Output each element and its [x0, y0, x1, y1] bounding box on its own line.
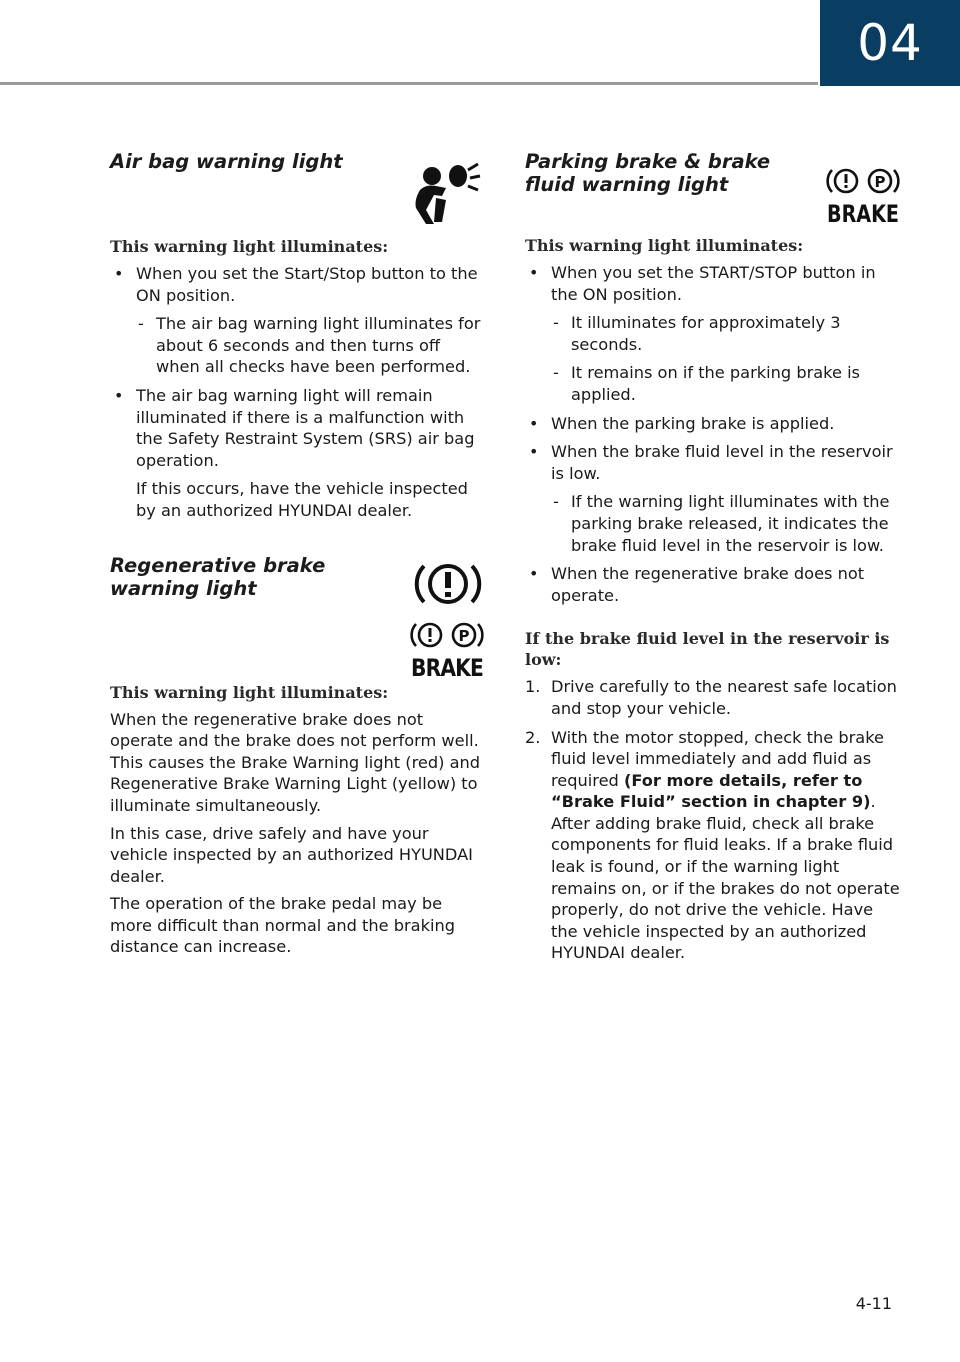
- step-text: With the motor stopped, check the brake fluid level immediately and add fluid as required: [551, 727, 884, 790]
- brake-warning-icon: [826, 166, 900, 228]
- list-item: [525, 563, 900, 606]
- parking-section: [525, 150, 900, 964]
- svg-text:P: P: [874, 173, 886, 191]
- list-item: [525, 727, 900, 965]
- parking-title: Parking brake & brake fluid warning light: [525, 150, 771, 196]
- step-text: . After adding brake fluid, check all brake components for fluid leaks. If a brake fluid leak is found, or if the warning light remains on, or if the brakes do not operate properly, do not drive the vehicle. Have the vehicle inspected by an authorized HYUNDAI dealer.: [551, 792, 900, 963]
- low-fluid-heading: If the brake fluid level in the reservoir is low:: [525, 629, 890, 670]
- list-item: [525, 413, 900, 435]
- header-rule: [0, 82, 818, 85]
- step-number: 1.: [525, 677, 541, 697]
- list-item: [525, 441, 900, 556]
- list-subitem: - It illuminates for approximately 3 seconds.: [551, 312, 900, 355]
- list-subitem: - It remains on if the parking brake is applied.: [551, 362, 900, 405]
- list-subitem: - If the warning light illuminates with the parking brake released, it indicates the brake fluid level in the reservoir is low.: [551, 491, 900, 556]
- airbag-warning-icon: [412, 162, 480, 228]
- svg-text:P: P: [458, 626, 470, 645]
- regen-paragraph: The operation of the brake pedal may be more difficult than normal and the braking distance can increase.: [110, 894, 456, 957]
- list-item: [110, 263, 488, 378]
- airbag-list: [110, 263, 488, 471]
- parking-intro: This warning light illuminates:: [525, 236, 804, 255]
- step-reference: (For more details, refer to “Brake Fluid” section in chapter 9): [551, 770, 871, 812]
- list-item: [110, 385, 488, 471]
- airbag-section-header: [110, 150, 488, 210]
- list-item-text: When the parking brake is applied.: [551, 413, 835, 433]
- list-item-text: When the regenerative brake does not operate.: [551, 564, 865, 605]
- regen-paragraph: When the regenerative brake does not operate and the brake does not perform well. This causes the Brake Warning light (red) and Regenerative Brake Warning Light (yellow) to illuminate simultaneously.: [110, 709, 481, 815]
- sublist: [136, 313, 488, 378]
- regen-section-header: [110, 553, 488, 682]
- list-item-text: When the brake fluid level in the reservoir is low.: [551, 442, 893, 483]
- chapter-tab: 04: [820, 0, 960, 86]
- airbag-title: Air bag warning light: [110, 150, 343, 173]
- list-item-text: When you set the Start/Stop button to the ON position.: [136, 264, 478, 305]
- page-number: 4-11: [855, 1294, 892, 1313]
- list-item-text: When you set the START/STOP button in the ON position.: [551, 263, 876, 304]
- sublist: [551, 312, 900, 405]
- right-column: [525, 150, 900, 971]
- list-item: [525, 262, 900, 406]
- low-fluid-steps: [525, 676, 900, 964]
- left-column: [110, 150, 488, 964]
- brake-label: BRAKE: [411, 653, 483, 682]
- parking-section-header: [525, 150, 900, 228]
- step-text: Drive carefully to the nearest safe location and stop your vehicle.: [551, 677, 897, 718]
- brake-warning-icon: [410, 620, 484, 682]
- regen-title: Regenerative brake warning light: [110, 553, 326, 600]
- sublist: [551, 491, 900, 556]
- parking-list: [525, 262, 900, 606]
- list-item: [525, 676, 900, 719]
- step-number: 2.: [525, 727, 541, 747]
- regen-intro: This warning light illuminates:: [110, 682, 389, 702]
- airbag-section: [110, 150, 488, 522]
- list-item-text: The air bag warning light will remain illuminated if there is a malfunction with the Safety Restraint System (SRS) air bag operation.: [136, 385, 475, 470]
- regen-section: [110, 554, 488, 959]
- list-subitem: - The air bag warning light illuminates for about 6 seconds and then turns off when all checks have been performed.: [136, 313, 488, 378]
- airbag-note: If this occurs, have the vehicle inspected by an authorized HYUNDAI dealer.: [136, 479, 468, 520]
- brake-label: BRAKE: [827, 200, 899, 228]
- exclamation-circle-icon: [412, 558, 484, 614]
- airbag-intro: This warning light illuminates:: [110, 237, 389, 256]
- regen-paragraph: In this case, drive safely and have your vehicle inspected by an authorized HYUNDAI dealer.: [110, 823, 473, 886]
